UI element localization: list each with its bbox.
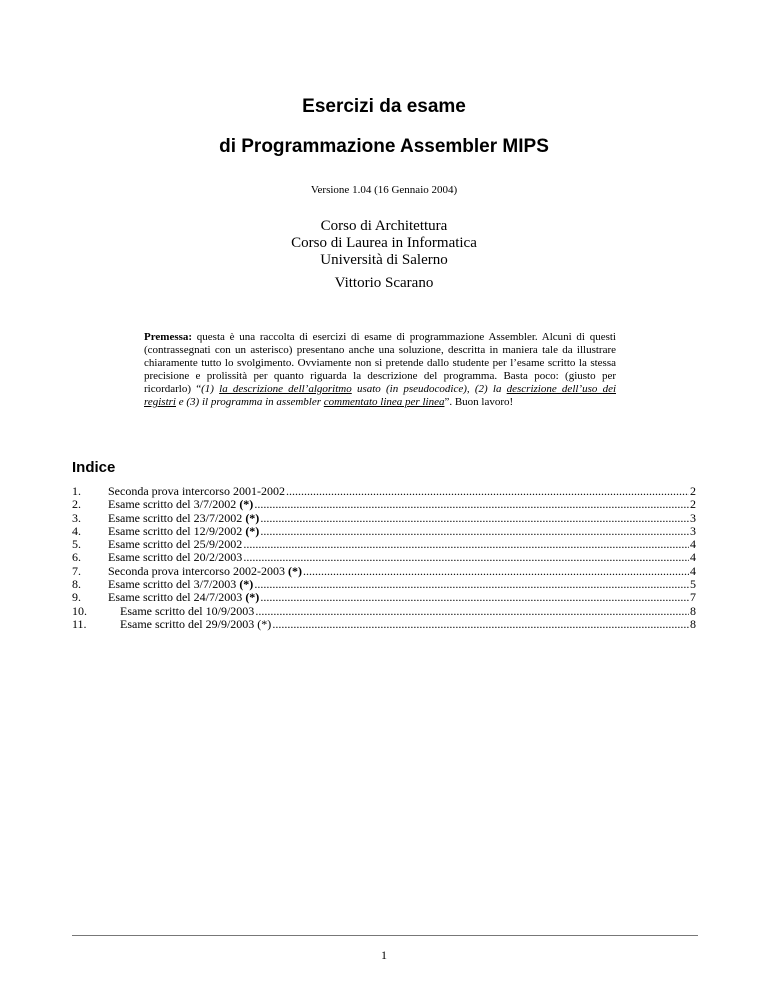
premessa-item3: e (3) il programma in assembler: [176, 396, 324, 408]
course-block: [0, 218, 768, 269]
toc-leader: [254, 498, 689, 511]
toc-entry[interactable]: [72, 498, 696, 511]
toc-page: 3: [690, 511, 696, 525]
page-number: 1: [381, 948, 387, 962]
toc-entry[interactable]: [72, 605, 696, 618]
footer-divider: [72, 935, 698, 936]
toc-text: Seconda prova intercorso 2002-2003 (*): [108, 564, 302, 578]
toc-entry[interactable]: [72, 565, 696, 578]
toc-number: 10.: [72, 604, 87, 618]
university-name: Università di Salerno: [320, 252, 448, 268]
version-text: Versione 1.04 (16 Gennaio 2004): [310, 184, 458, 196]
toc-number: 4.: [72, 524, 81, 538]
indice-heading: Indice: [72, 459, 116, 476]
toc-text: Esame scritto del 20/2/2003: [108, 551, 243, 565]
toc-leader: [255, 605, 689, 618]
course-name: Corso di Architettura: [320, 218, 448, 234]
premessa-item2: usato (in pseudocodice), (2) la: [351, 383, 507, 395]
author-name: Vittorio Scarano: [334, 275, 434, 291]
toc-page: 2: [690, 485, 696, 498]
document-title-line2: di Programmazione Assembler MIPS: [219, 136, 549, 157]
premessa-text: questa è una raccolta di esercizi di esame di programmazione Assembler. Alcuni di questi (contrassegnati con un asterisco) presentano anche una soluzione, descritta in maniera tale da illustrare chiaramente tutto lo svolgimento. Ovviamente non si pretende dallo studente per l’esame scritto la stessa precisione e prolissità per quanto riguarda la descrizione del programma. Basta poco: (giusto per ricordarlo) “: [144, 331, 616, 395]
toc-leader: [260, 512, 689, 525]
toc-number: 6.: [72, 551, 81, 565]
toc-page: 5: [690, 578, 696, 592]
toc-page: 8: [690, 604, 696, 618]
toc-page: 4: [690, 564, 696, 578]
toc-page: 4: [690, 551, 696, 565]
premessa-closing: ”. Buon lavoro!: [444, 396, 514, 408]
toc-leader: [243, 551, 689, 564]
toc-number: 7.: [72, 564, 81, 578]
toc-text: Esame scritto del 12/9/2002 (*): [108, 524, 260, 538]
toc-leader: [260, 525, 689, 538]
toc-entry[interactable]: [72, 551, 696, 564]
toc-text: Esame scritto del 25/9/2002: [108, 538, 243, 552]
toc-entry[interactable]: [72, 591, 696, 604]
premessa-underline-registri: descrizione dell’uso dei registri: [144, 383, 617, 408]
toc-text: Esame scritto del 3/7/2003 (*): [108, 578, 254, 592]
toc-leader: [272, 618, 689, 631]
toc-number: 11.: [72, 617, 87, 631]
toc-text: Seconda prova intercorso 2001-2002: [108, 485, 285, 498]
toc-entry[interactable]: [72, 485, 696, 498]
toc-page: 4: [690, 538, 696, 552]
toc-number: 1.: [72, 485, 81, 498]
toc-entry[interactable]: [72, 578, 696, 591]
toc-number: 5.: [72, 538, 81, 552]
toc-text: Esame scritto del 3/7/2002 (*): [108, 498, 254, 512]
toc-text: Esame scritto del 24/7/2003 (*): [108, 591, 260, 605]
toc-text: Esame scritto del 29/9/2003 (*): [120, 617, 272, 631]
table-of-contents: [72, 485, 696, 631]
toc-number: 9.: [72, 591, 81, 605]
toc-text: Esame scritto del 23/7/2002 (*): [108, 511, 260, 525]
toc-number: 2.: [72, 498, 81, 512]
degree-name: Corso di Laurea in Informatica: [291, 235, 477, 251]
toc-entry[interactable]: [72, 618, 696, 631]
premessa-paragraph: [144, 331, 616, 409]
toc-number: 3.: [72, 511, 81, 525]
premessa-underline-algoritmo: la descrizione dell’algoritmo: [219, 383, 352, 395]
premessa-label: Premessa:: [144, 331, 193, 343]
toc-leader: [243, 538, 689, 551]
toc-entry[interactable]: [72, 525, 696, 538]
toc-page: 7: [690, 591, 696, 605]
toc-number: 8.: [72, 578, 81, 592]
toc-entry[interactable]: [72, 538, 696, 551]
toc-leader: [286, 485, 689, 498]
toc-leader: [254, 578, 689, 591]
toc-page: 3: [690, 524, 696, 538]
toc-leader: [260, 591, 689, 604]
premessa-underline-commentato: commentato linea per linea: [323, 396, 445, 408]
toc-page: 2: [690, 498, 696, 512]
premessa-item1: (1): [201, 383, 220, 395]
toc-entry[interactable]: [72, 512, 696, 525]
document-title-line1: Esercizi da esame: [302, 96, 466, 117]
toc-leader: [303, 565, 689, 578]
toc-text: Esame scritto del 10/9/2003: [120, 604, 255, 618]
toc-page: 8: [690, 617, 696, 631]
